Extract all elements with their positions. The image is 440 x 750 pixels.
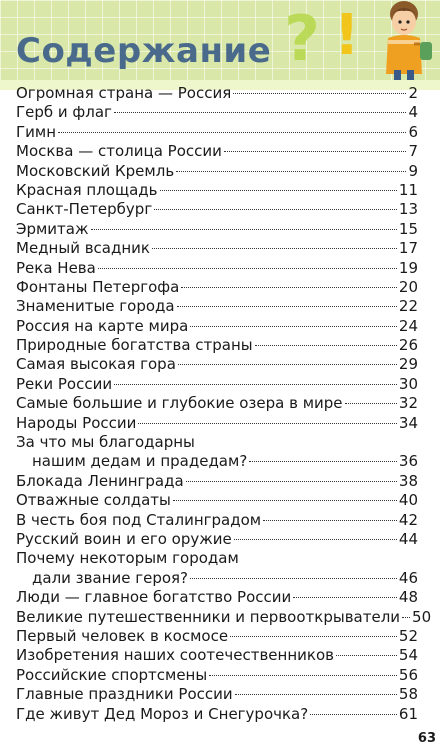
toc-entry [16,239,418,258]
toc-dot-leader [160,190,397,191]
toc-dot-leader [176,171,406,172]
toc-dot-leader [177,306,397,307]
toc-entry-title: нашим дедам и прадедам? [32,452,248,471]
toc-entry [16,317,418,336]
toc-entry-title: Изобретения наших соотечественников [16,646,334,665]
toc-dot-leader [235,694,397,695]
toc-entry [16,530,418,549]
toc-entry-page: 38 [398,471,418,490]
toc-entry-title: Знаменитые города [16,297,175,316]
toc-entry [16,278,418,297]
toc-dot-leader [249,461,397,462]
toc-entry-title: Фонтаны Петергофа [16,277,180,296]
toc-dot-leader [209,675,397,676]
toc-entry-title: Гимн [16,122,57,141]
toc-entry [16,355,418,374]
toc-dot-leader [263,520,397,521]
toc-entry-title: Огромная страна — Россия [16,84,232,102]
toc-entry [16,569,418,588]
toc-entry-title: В честь боя под Сталинградом [16,510,262,529]
toc-entry [16,627,418,646]
toc-entry-page: 24 [398,316,418,335]
toc-dot-leader [224,151,407,152]
toc-dot-leader [173,500,397,501]
toc-entry-page: 22 [398,297,418,316]
toc-dot-leader [255,345,397,346]
toc-entry [16,220,418,239]
toc-entry-page: 36 [398,452,418,471]
toc-entry-page: 17 [398,239,418,258]
boy-illustration-icon [374,0,440,80]
toc-entry-title: дали звание героя? [32,568,189,587]
toc-entry [16,297,418,316]
toc-entry [16,103,418,122]
toc-entry-page: 26 [398,336,418,355]
toc-entry-page: 46 [398,568,418,587]
toc-dot-leader [345,403,397,404]
toc-entry-title: Эрмитаж [16,219,89,238]
toc-entry [16,162,418,181]
toc-dot-leader [310,714,397,715]
toc-entry-title: Российские спортсмены [16,665,208,684]
toc-entry-title: Река Нева [16,258,96,277]
toc-dot-leader [178,364,397,365]
toc-entry-page: 20 [398,277,418,296]
toc-entry-title: Первый человек в космосе [16,626,229,645]
toc-entry-title: Великие путешественники и первооткрыватели [16,607,401,626]
header-banner [0,0,440,80]
toc-entry-page: 9 [408,161,418,180]
question-mark-decoration: ? [284,2,320,75]
toc-dot-leader [186,481,397,482]
toc-dot-leader [154,209,397,210]
toc-dot-leader [190,326,397,327]
toc-entry-title: Люди — главное богатство России [16,588,292,607]
toc-entry-page: 44 [398,529,418,548]
toc-entry-title: Герб и флаг [16,103,112,122]
toc-entry [16,491,418,510]
toc-entry-title: Почему некоторым городам [16,549,239,568]
toc-entry [16,123,418,142]
toc-entry-page: 13 [398,200,418,219]
toc-entry-title: Самые большие и глубокие озера в мире [16,394,343,413]
toc-dot-leader [138,423,397,424]
toc-entry-title: За что мы благодарны [16,433,195,452]
toc-dot-leader [114,384,397,385]
table-of-contents [16,84,432,724]
toc-entry-title: Отважные солдаты [16,491,171,510]
toc-entry-page: 15 [398,219,418,238]
toc-dot-leader [91,229,397,230]
toc-entry [16,414,418,433]
toc-dot-leader [58,132,406,133]
toc-entry-page: 6 [408,122,418,141]
toc-entry [16,588,418,607]
toc-entry-page: 40 [398,491,418,510]
toc-entry-title: Московский Кремль [16,161,175,180]
toc-dot-leader [230,636,397,637]
toc-entry [16,394,418,413]
toc-entry-page: 29 [398,355,418,374]
toc-entry-page: 2 [408,84,418,102]
toc-entry-page: 7 [408,142,418,161]
toc-dot-leader [234,539,397,540]
toc-entry-page: 58 [398,685,418,704]
toc-entry [16,646,418,665]
toc-dot-leader [152,248,397,249]
toc-entry [16,84,418,103]
toc-dot-leader [336,655,397,656]
toc-entry-title: Главные праздники России [16,685,233,704]
toc-entry [16,452,418,471]
toc-entry-title: Реки России [16,374,113,393]
toc-entry [16,433,418,452]
toc-entry [16,511,418,530]
toc-entry-title: Красная площадь [16,180,158,199]
toc-entry [16,181,418,200]
toc-entry-page: 30 [398,374,418,393]
toc-entry [16,142,418,161]
toc-entry-title: Москва — столица России [16,142,222,161]
toc-entry-page: 52 [398,626,418,645]
toc-entry [16,685,418,704]
toc-entry [16,705,418,724]
toc-entry-page: 4 [408,103,418,122]
toc-dot-leader [233,93,406,94]
toc-dot-leader [114,112,407,113]
toc-entry-page: 54 [398,646,418,665]
toc-entry-title: Природные богатства страны [16,336,253,355]
page-number: 63 [417,731,436,746]
toc-entry-page: 11 [398,180,418,199]
toc-entry-page: 50 [412,607,432,626]
toc-entry [16,200,418,219]
toc-dot-leader [181,287,397,288]
toc-entry-title: Где живут Дед Мороз и Снегурочка? [16,704,309,723]
toc-entry [16,375,418,394]
toc-dot-leader [293,597,397,598]
toc-entry-title: Медный всадник [16,239,150,258]
toc-dot-leader [190,578,397,579]
toc-entry-title: Россия на карте мира [16,316,189,335]
toc-entry-page: 34 [398,413,418,432]
toc-entry-page: 56 [398,665,418,684]
toc-entry-title: Санкт-Петербург [16,200,153,219]
toc-entry [16,666,418,685]
toc-dot-leader [98,268,397,269]
toc-entry-page: 19 [398,258,418,277]
toc-entry-title: Русский воин и его оружие [16,529,232,548]
toc-entry-title: Блокада Ленинграда [16,471,184,490]
toc-entry-page: 42 [398,510,418,529]
toc-entry-title: Самая высокая гора [16,355,176,374]
exclamation-mark-decoration: ! [334,3,360,68]
toc-entry [16,549,418,568]
toc-entry [16,259,418,278]
toc-entry-page: 32 [398,394,418,413]
page-title: Содержание [16,31,272,71]
toc-entry-page: 61 [398,704,418,723]
toc-dot-leader [402,617,410,618]
toc-entry-title: Народы России [16,413,137,432]
toc-entry [16,607,432,627]
toc-entry-page: 48 [398,588,418,607]
toc-entry [16,472,418,491]
toc-entry [16,336,418,355]
